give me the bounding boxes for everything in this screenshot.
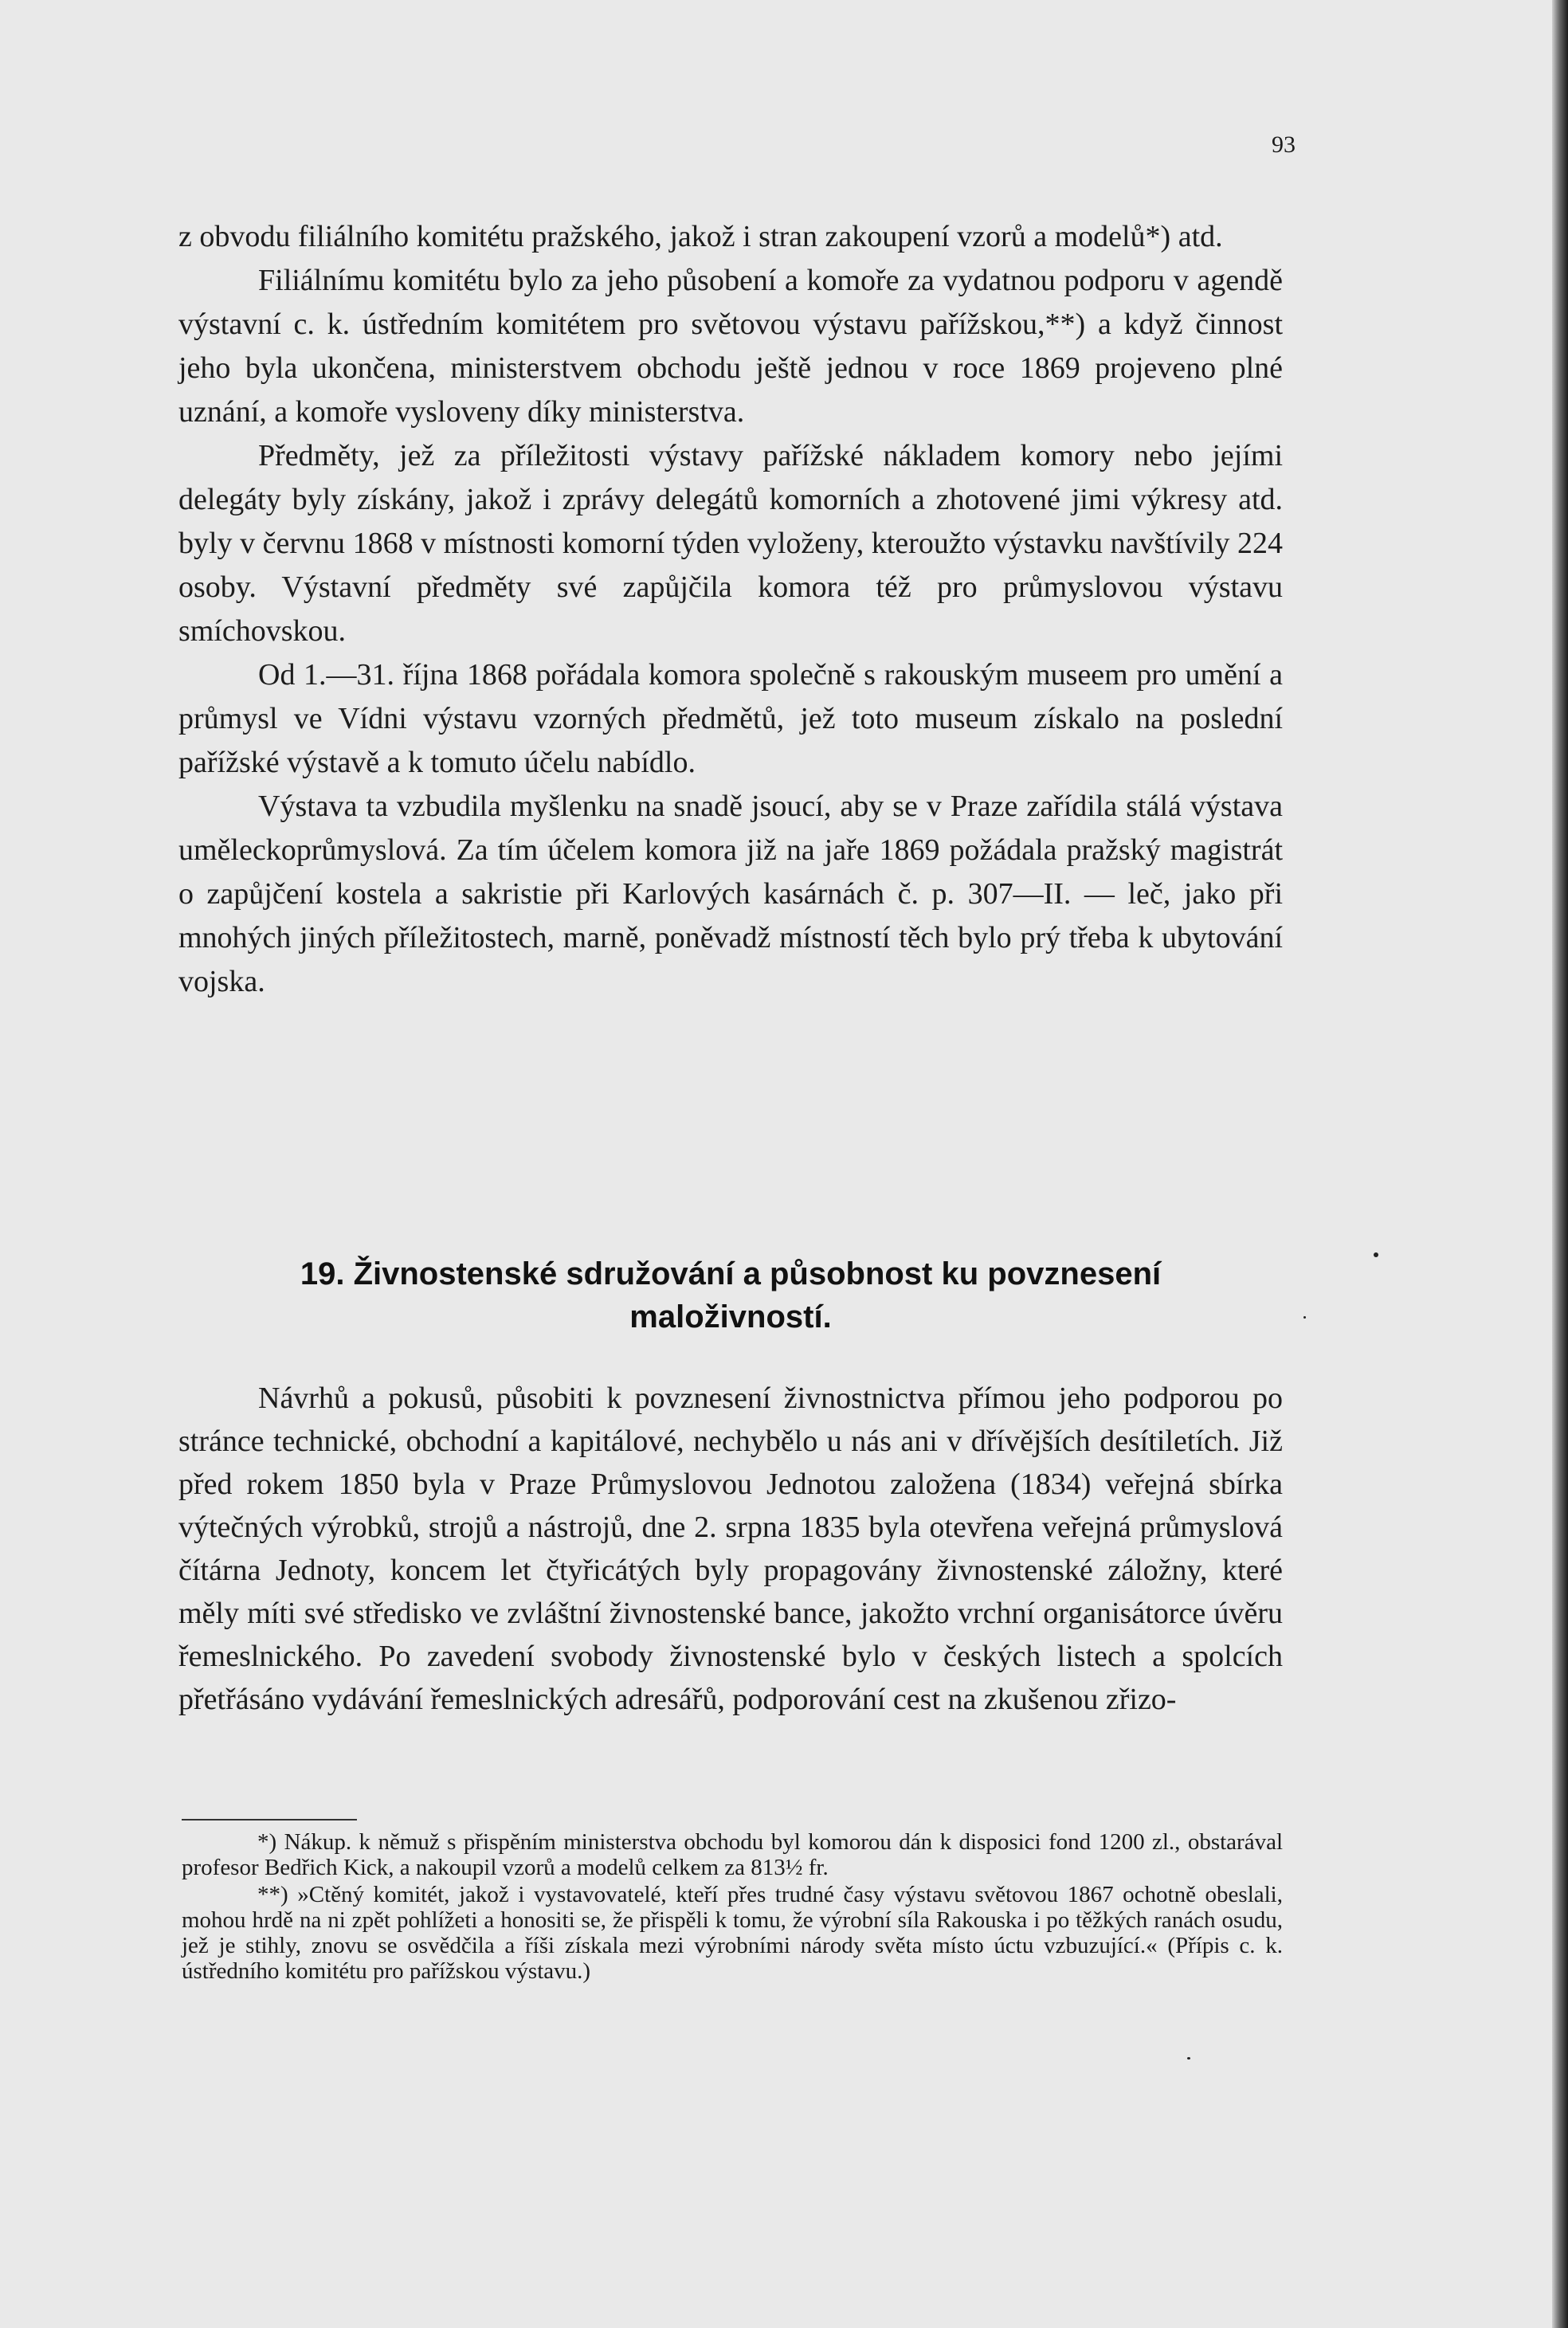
paragraph-1: z obvodu filiálního komitétu pražského, jakož i stran zakoupení vzorů a modelů*) atd. bbox=[178, 220, 1223, 253]
paragraph-2: Filiálnímu komitétu bylo za jeho působení a komoře za vydatnou podporu v agendě výstavní c. k. ústředním komitétem pro světovou výstavu pařížskou,**) a když činnost jeho byla ukončena, ministerstvem obchodu ještě jednou v roce 1869 projeveno plné uznání, a komoře vysloveny díky ministerstva. bbox=[178, 264, 1283, 429]
page-number: 93 bbox=[1272, 131, 1296, 158]
paragraph-4: Od 1.—31. října 1868 pořádala komora společně s rakouským museem pro umění a průmysl ve Vídni výstavu vzorných předmětů, jež toto museum získalo na poslední pařížské výstavě a k tomuto účelu nabídlo. bbox=[178, 658, 1283, 779]
paragraph-3: Předměty, jež za příležitosti výstavy pařížské nákladem komory nebo jejími delegáty byly získány, jakož i zprávy delegátů komorních a zhotovené jimi výkresy atd. byly v červnu 1868 v místnosti komorní týden vyloženy, kteroužto výstavku navštívily 224 osoby. Výstavní předměty své zapůjčila komora též pro průmyslovou výstavu smíchovskou. bbox=[178, 439, 1283, 648]
footnote-divider bbox=[182, 1819, 357, 1820]
footnote-1: *) Nákup. k němuž s přispěním ministerstva obchodu byl komorou dán k disposici fond 1200 zl., obstarával profesor Bedřich Kick, a nakoupil vzorů a modelů celkem za 813½ fr. bbox=[182, 1829, 1283, 1880]
section-heading-line-1: 19. Živnostenské sdružování a působnost ku povznesení bbox=[300, 1256, 1162, 1291]
print-speck bbox=[1187, 2057, 1190, 2060]
footnote-2: **) »Ctěný komitét, jakož i vystavovatelé, kteří přes trudné časy výstavu světovou 1867 ochotně obeslali, mohou hrdě na ni zpět pohlížeti a honositi se, že přispěli k tomu, že výrobní síla Rakouska i po těžkých ranách osudu, jež je stihly, znovu se osvědčila a říši získala mezi výrobními národy světa místo úctu vzbuzující.« (Přípis c. k. ústředního komitétu pro pařížskou výstavu.) bbox=[182, 1882, 1283, 1984]
section-paragraph: Návrhů a pokusů, působiti k povznesení živnostnictva přímou jeho podporou po stránce technické, obchodní a kapitálové, nechybělo u nás ani v dřívějších desítiletích. Již před rokem 1850 byla v Praze Průmyslovou Jednotou založena (1834) veřejná sbírka výtečných výrobků, strojů a nástrojů, dne 2. srpna 1835 byla otevřena veřejná průmyslová čítárna Jednoty, koncem let čtyřicátých byly propagovány živnostenské záložny, které měly míti své středisko ve zvláštní živnostenské bance, jakožto vrchní organisátorce úvěru řemeslnického. Po zavedení svobody živnostenské bylo v českých listech a spolcích přetřásáno vydávání řemeslnických adresářů, podporování cest na zkušenou zřizo- bbox=[178, 1382, 1283, 1716]
section-heading-line-2: maloživností. bbox=[629, 1299, 832, 1334]
paragraph-5: Výstava ta vzbudila myšlenku na snadě jsoucí, aby se v Praze zařídila stálá výstava uměleckoprůmyslová. Za tím účelem komora již na jaře 1869 požádala pražský magistrát o zapůjčení kostela a sakristie při Karlových kasárnách č. p. 307—II. — leč, jako při mnohých jiných příležitostech, marně, poněvadž místností těch bylo prý třeba k ubytování vojska. bbox=[178, 790, 1283, 998]
section-heading bbox=[178, 1252, 1283, 1338]
print-speck bbox=[1374, 1252, 1378, 1257]
main-text bbox=[178, 215, 1283, 1004]
section-text bbox=[178, 1377, 1283, 1721]
page-edge-shadow bbox=[1552, 0, 1568, 2328]
print-speck bbox=[1303, 1316, 1306, 1319]
footnotes bbox=[182, 1829, 1283, 1985]
